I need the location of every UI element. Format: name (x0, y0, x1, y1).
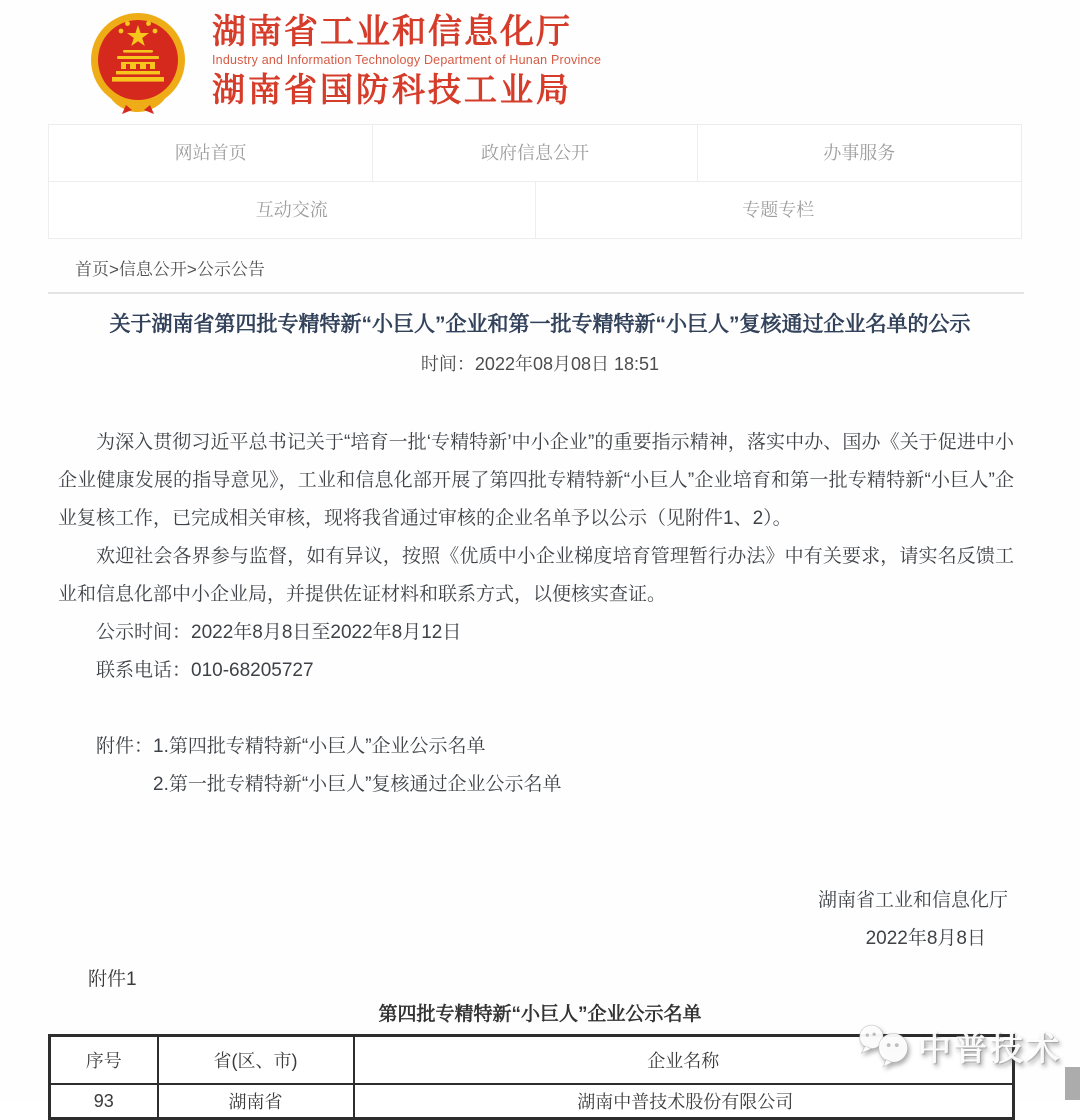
roster-table-title: 第四批专精特新“小巨人”企业公示名单 (378, 1004, 702, 1025)
site-header (0, 0, 1080, 118)
nav-item-interaction[interactable]: 互动交流 (49, 182, 536, 239)
attachment-link-2[interactable]: 2.第一批专精特新“小巨人”复核通过企业公示名单 (153, 774, 562, 795)
divider (48, 292, 1024, 294)
cell-province: 湖南省 (158, 1084, 354, 1119)
paragraph-1: 为深入贯彻习近平总书记关于“培育一批‘专精特新’中小企业”的重要指示精神，落实中办、国办《关于促进中小企业健康发展的指导意见》，工业和信息化部开展了第四批专精特新“小巨人”企业培育和第一批专精特新“小巨人”企业复核工作，已完成相关审核，现将我省通过审核的企业名单予以公示（见附件1、2）。 (58, 432, 1014, 529)
breadcrumb[interactable]: 首页>信息公开>公示公告 (75, 260, 265, 279)
signature-date: 2022年8月8日 (865, 928, 986, 949)
roster-table (48, 1034, 1015, 1120)
org-name-cn2: 湖南省国防科技工业局 (212, 71, 572, 108)
attachment-link-1[interactable]: 1.第四批专精特新“小巨人”企业公示名单 (153, 736, 486, 757)
org-name-cn: 湖南省工业和信息化厅 (212, 13, 572, 51)
nav-item-services[interactable]: 办事服务 (698, 125, 1022, 182)
signature-org: 湖南省工业和信息化厅 (817, 890, 1008, 911)
article-title: 关于湖南省第四批专精特新“小巨人”企业和第一批专精特新“小巨人”复核通过企业名单的公示 (109, 313, 971, 336)
notice-period: 公示时间：2022年8月8日至2022年8月12日 (96, 622, 462, 643)
cell-index: 93 (50, 1084, 158, 1119)
attachment-line-1 (58, 728, 1014, 766)
cell-company: 湖南中普技术股份有限公司 (354, 1084, 1014, 1119)
scrollbar-fragment (1065, 1067, 1080, 1100)
attachment-line-2 (58, 766, 1014, 804)
org-name-en: Industry and Information Technology Department of Hunan Province (212, 53, 602, 67)
attachments-block (58, 728, 1014, 804)
paragraph-2: 欢迎社会各界参与监督，如有异议，按照《优质中小企业梯度培育管理暂行办法》中有关要求，请实名反馈工业和信息化部中小企业局，并提供佐证材料和联系方式，以便核实查证。 (58, 546, 1014, 605)
appendix-label: 附件1 (88, 969, 137, 990)
nav-row-2 (49, 182, 1022, 239)
col-header-company: 企业名称 (354, 1036, 1014, 1085)
nav-item-special-topics[interactable]: 专题专栏 (536, 182, 1023, 239)
main-nav (48, 124, 1022, 239)
nav-item-home[interactable]: 网站首页 (49, 125, 373, 182)
contact-phone: 联系电话：010-68205727 (96, 660, 314, 681)
article-time: 时间：2022年08月08日 18:51 (420, 354, 660, 374)
national-emblem-icon (88, 10, 188, 116)
signature-block (58, 882, 1014, 958)
table-header-row (50, 1036, 1014, 1085)
col-header-index: 序号 (50, 1036, 158, 1085)
nav-row-1 (49, 125, 1022, 182)
attachments-label: 附件： (96, 736, 154, 757)
nav-item-gov-info[interactable]: 政府信息公开 (373, 125, 697, 182)
article-body (58, 424, 1014, 958)
table-row (50, 1084, 1014, 1119)
watermark-text: 中普技术 (918, 1029, 1062, 1067)
col-header-province: 省(区、市) (158, 1036, 354, 1085)
org-title-block (212, 10, 601, 110)
